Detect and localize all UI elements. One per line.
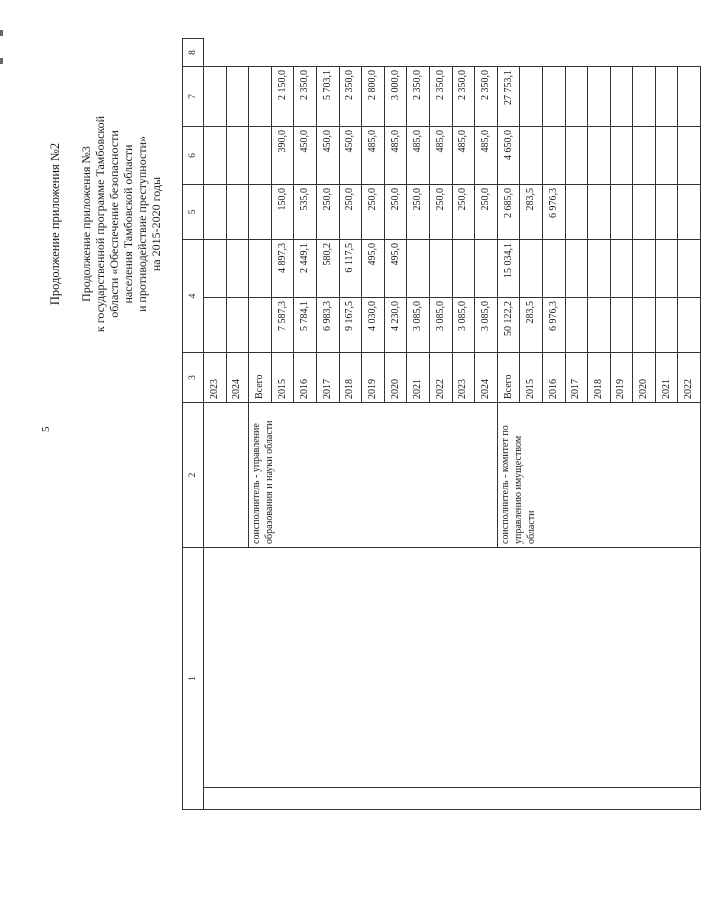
year-cell: 2022 — [678, 353, 701, 403]
value-cell: 3 000,0 — [384, 67, 407, 127]
column-header-row — [183, 39, 204, 810]
value-cell: 250,0 — [429, 185, 452, 240]
column-header: 5 — [183, 185, 204, 240]
scan-mark — [0, 30, 3, 36]
value-cell: 3 085,0 — [429, 298, 452, 353]
value-cell — [565, 127, 588, 185]
column-header: 6 — [183, 127, 204, 185]
value-cell — [678, 67, 701, 127]
value-cell: 485,0 — [429, 127, 452, 185]
value-cell — [610, 240, 633, 298]
value-cell: 2 350,0 — [339, 67, 362, 127]
value-cell — [429, 240, 452, 298]
value-cell — [249, 185, 272, 240]
value-cell — [542, 240, 565, 298]
year-cell: 2021 — [655, 353, 678, 403]
table-body — [183, 39, 701, 810]
value-cell — [655, 185, 678, 240]
value-cell — [520, 67, 543, 127]
value-cell: 485,0 — [475, 127, 498, 185]
column-2-cell — [204, 548, 701, 788]
value-cell — [678, 185, 701, 240]
year-cell: 2016 — [294, 353, 317, 403]
value-cell — [633, 67, 656, 127]
value-cell: 485,0 — [362, 127, 385, 185]
value-cell: 450,0 — [316, 127, 339, 185]
agency-cell: соисполнитель - управление образования и науки области — [249, 403, 498, 548]
year-cell: 2023 — [204, 353, 227, 403]
value-cell — [588, 298, 611, 353]
value-cell: 4 897,3 — [271, 240, 294, 298]
value-cell — [588, 127, 611, 185]
value-cell — [610, 298, 633, 353]
value-cell — [678, 298, 701, 353]
header-line: к государственной программе Тамбовской — [93, 115, 107, 333]
value-cell: 5 784,1 — [294, 298, 317, 353]
column-header: 2 — [183, 403, 204, 548]
value-cell — [520, 127, 543, 185]
value-cell — [542, 67, 565, 127]
value-cell — [204, 240, 227, 298]
year-cell: 2022 — [429, 353, 452, 403]
value-cell — [588, 67, 611, 127]
agency-cell: соисполнитель - комитет по управлению имуществом области — [497, 403, 700, 548]
header-line: Продолжение приложения №3 — [79, 146, 93, 302]
value-cell: 250,0 — [475, 185, 498, 240]
year-cell: Всего — [497, 353, 520, 403]
year-cell: 2016 — [542, 353, 565, 403]
header-line: и противодействие преступности» — [135, 135, 149, 313]
value-cell: 250,0 — [316, 185, 339, 240]
value-cell: 485,0 — [407, 127, 430, 185]
value-cell — [407, 240, 430, 298]
value-cell — [588, 185, 611, 240]
value-cell: 535,0 — [294, 185, 317, 240]
value-cell — [565, 67, 588, 127]
header-line: области «Обеспечение безопасности — [107, 130, 121, 318]
value-cell — [588, 240, 611, 298]
value-cell — [226, 127, 249, 185]
header-line: на 2015-2020 годы — [149, 176, 163, 272]
value-cell: 450,0 — [294, 127, 317, 185]
value-cell: 150,0 — [271, 185, 294, 240]
page-number: 5 — [40, 426, 52, 432]
value-cell — [226, 240, 249, 298]
value-cell — [610, 185, 633, 240]
year-cell: 2015 — [520, 353, 543, 403]
value-cell: 250,0 — [339, 185, 362, 240]
value-cell: 250,0 — [452, 185, 475, 240]
value-cell: 250,0 — [362, 185, 385, 240]
document-header — [48, 14, 163, 434]
value-cell: 15 034,1 — [497, 240, 520, 298]
column-header: 3 — [183, 353, 204, 403]
value-cell — [655, 240, 678, 298]
column-header: 4 — [183, 240, 204, 353]
value-cell: 485,0 — [452, 127, 475, 185]
value-cell — [475, 240, 498, 298]
value-cell: 7 587,3 — [271, 298, 294, 353]
value-cell: 495,0 — [384, 240, 407, 298]
year-cell: 2019 — [610, 353, 633, 403]
year-cell: 2017 — [565, 353, 588, 403]
value-cell — [565, 298, 588, 353]
value-cell: 2 449,1 — [294, 240, 317, 298]
year-cell: 2017 — [316, 353, 339, 403]
value-cell — [633, 240, 656, 298]
value-cell: 9 167,5 — [339, 298, 362, 353]
year-cell: 2024 — [226, 353, 249, 403]
rotated-table-wrapper — [182, 38, 695, 810]
value-cell: 27 753,1 — [497, 67, 520, 127]
value-cell: 2 350,0 — [429, 67, 452, 127]
value-cell — [610, 127, 633, 185]
year-cell: 2015 — [271, 353, 294, 403]
value-cell: 250,0 — [384, 185, 407, 240]
value-cell — [542, 127, 565, 185]
table-row — [204, 39, 227, 810]
value-cell: 3 085,0 — [407, 298, 430, 353]
value-cell: 6 976,3 — [542, 185, 565, 240]
value-cell — [565, 240, 588, 298]
value-cell — [633, 298, 656, 353]
value-cell — [226, 298, 249, 353]
value-cell — [249, 127, 272, 185]
value-cell — [678, 240, 701, 298]
value-cell — [678, 127, 701, 185]
year-cell: 2020 — [633, 353, 656, 403]
value-cell: 450,0 — [339, 127, 362, 185]
value-cell: 250,0 — [407, 185, 430, 240]
value-cell — [249, 67, 272, 127]
column-header: 7 — [183, 67, 204, 127]
value-cell: 485,0 — [384, 127, 407, 185]
value-cell: 2 350,0 — [452, 67, 475, 127]
value-cell — [204, 127, 227, 185]
value-cell: 2 685,0 — [497, 185, 520, 240]
year-cell: 2018 — [588, 353, 611, 403]
value-cell: 2 800,0 — [362, 67, 385, 127]
value-cell: 2 350,0 — [407, 67, 430, 127]
value-cell — [249, 240, 272, 298]
value-cell: 283,5 — [520, 298, 543, 353]
budget-table — [182, 38, 701, 810]
year-cell: 2024 — [475, 353, 498, 403]
value-cell — [633, 127, 656, 185]
value-cell — [655, 127, 678, 185]
header-title: Продолжение приложения №2 — [48, 142, 62, 306]
column-header: 8 — [183, 39, 204, 67]
value-cell — [520, 240, 543, 298]
value-cell: 4 030,0 — [362, 298, 385, 353]
value-cell: 4 230,0 — [384, 298, 407, 353]
value-cell: 2 150,0 — [271, 67, 294, 127]
year-cell: Всего — [249, 353, 272, 403]
value-cell — [565, 185, 588, 240]
year-cell: 2021 — [407, 353, 430, 403]
value-cell: 580,2 — [316, 240, 339, 298]
value-cell — [633, 185, 656, 240]
column-1-cell — [204, 788, 701, 810]
value-cell: 5 703,1 — [316, 67, 339, 127]
year-cell: 2023 — [452, 353, 475, 403]
value-cell — [655, 67, 678, 127]
value-cell — [655, 298, 678, 353]
value-cell — [249, 298, 272, 353]
value-cell: 3 085,0 — [475, 298, 498, 353]
value-cell: 50 122,2 — [497, 298, 520, 353]
column-header: 1 — [183, 548, 204, 810]
value-cell — [226, 185, 249, 240]
column-3-cell — [204, 403, 249, 548]
year-cell: 2019 — [362, 353, 385, 403]
value-cell: 495,0 — [362, 240, 385, 298]
value-cell — [610, 67, 633, 127]
header-line: населения Тамбовской области — [121, 144, 135, 304]
value-cell: 6 117,5 — [339, 240, 362, 298]
value-cell: 2 350,0 — [294, 67, 317, 127]
value-cell: 2 350,0 — [475, 67, 498, 127]
value-cell: 6 976,3 — [542, 298, 565, 353]
value-cell: 283,5 — [520, 185, 543, 240]
year-cell: 2020 — [384, 353, 407, 403]
year-cell: 2018 — [339, 353, 362, 403]
value-cell — [204, 298, 227, 353]
value-cell — [204, 185, 227, 240]
value-cell — [204, 67, 227, 127]
value-cell: 6 983,3 — [316, 298, 339, 353]
value-cell: 390,0 — [271, 127, 294, 185]
value-cell — [226, 67, 249, 127]
value-cell: 4 650,0 — [497, 127, 520, 185]
scan-mark — [0, 58, 3, 64]
value-cell — [452, 240, 475, 298]
value-cell: 3 085,0 — [452, 298, 475, 353]
